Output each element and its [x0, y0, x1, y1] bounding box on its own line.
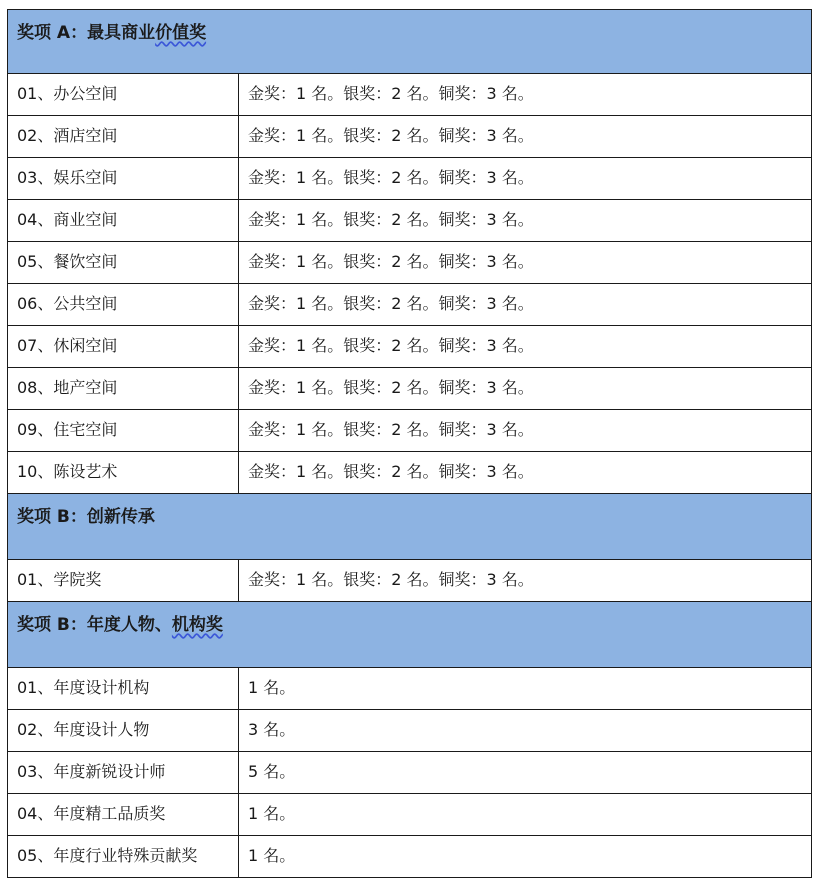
- award-cell: 金奖：1 名。银奖：2 名。铜奖：3 名。: [239, 74, 812, 116]
- category-cell: 04、年度精工品质奖: [8, 794, 239, 836]
- table-row: [8, 836, 812, 878]
- section-title: [8, 10, 812, 74]
- table-row: [8, 158, 812, 200]
- category-cell: 01、学院奖: [8, 560, 239, 602]
- award-cell: 金奖：1 名。银奖：2 名。铜奖：3 名。: [239, 368, 812, 410]
- section-title-text: 奖项 B：年度人物、: [17, 615, 172, 635]
- section-title-text: 奖项 A：最具商业: [17, 23, 156, 43]
- category-cell: 01、年度设计机构: [8, 668, 239, 710]
- table-row: [8, 116, 812, 158]
- category-cell: 01、办公空间: [8, 74, 239, 116]
- table-row: [8, 710, 812, 752]
- category-cell: 05、年度行业特殊贡献奖: [8, 836, 239, 878]
- table-row: [8, 560, 812, 602]
- award-cell: 1 名。: [239, 794, 812, 836]
- section-title-underlined: 机构奖: [171, 615, 223, 635]
- award-cell: 3 名。: [239, 710, 812, 752]
- award-cell: 金奖：1 名。银奖：2 名。铜奖：3 名。: [239, 284, 812, 326]
- section-title-underlined: 价值奖: [155, 23, 207, 43]
- award-cell: 1 名。: [239, 668, 812, 710]
- table-row: [8, 752, 812, 794]
- award-cell: 金奖：1 名。银奖：2 名。铜奖：3 名。: [239, 242, 812, 284]
- category-cell: 02、年度设计人物: [8, 710, 239, 752]
- award-cell: 1 名。: [239, 836, 812, 878]
- category-cell: 03、娱乐空间: [8, 158, 239, 200]
- section-title: [8, 602, 812, 668]
- section-title-text: 奖项 B：创新传承: [17, 507, 155, 527]
- award-cell: 金奖：1 名。银奖：2 名。铜奖：3 名。: [239, 158, 812, 200]
- section-header-a: [8, 10, 812, 74]
- table-row: [8, 410, 812, 452]
- table-row: [8, 242, 812, 284]
- category-cell: 10、陈设艺术: [8, 452, 239, 494]
- category-cell: 08、地产空间: [8, 368, 239, 410]
- category-cell: 02、酒店空间: [8, 116, 239, 158]
- award-cell: 金奖：1 名。银奖：2 名。铜奖：3 名。: [239, 560, 812, 602]
- table-row: [8, 284, 812, 326]
- award-cell: 金奖：1 名。银奖：2 名。铜奖：3 名。: [239, 452, 812, 494]
- table-row: [8, 368, 812, 410]
- table-row: [8, 200, 812, 242]
- table-row: [8, 668, 812, 710]
- category-cell: 09、住宅空间: [8, 410, 239, 452]
- awards-table: [7, 9, 812, 878]
- award-cell: 5 名。: [239, 752, 812, 794]
- category-cell: 03、年度新锐设计师: [8, 752, 239, 794]
- table-row: [8, 74, 812, 116]
- section-header-c: [8, 602, 812, 668]
- category-cell: 06、公共空间: [8, 284, 239, 326]
- table-row: [8, 326, 812, 368]
- category-cell: 07、休闲空间: [8, 326, 239, 368]
- section-title: [8, 494, 812, 560]
- section-header-b: [8, 494, 812, 560]
- table-row: [8, 452, 812, 494]
- table-row: [8, 794, 812, 836]
- award-cell: 金奖：1 名。银奖：2 名。铜奖：3 名。: [239, 326, 812, 368]
- award-cell: 金奖：1 名。银奖：2 名。铜奖：3 名。: [239, 410, 812, 452]
- category-cell: 04、商业空间: [8, 200, 239, 242]
- award-cell: 金奖：1 名。银奖：2 名。铜奖：3 名。: [239, 116, 812, 158]
- award-cell: 金奖：1 名。银奖：2 名。铜奖：3 名。: [239, 200, 812, 242]
- category-cell: 05、餐饮空间: [8, 242, 239, 284]
